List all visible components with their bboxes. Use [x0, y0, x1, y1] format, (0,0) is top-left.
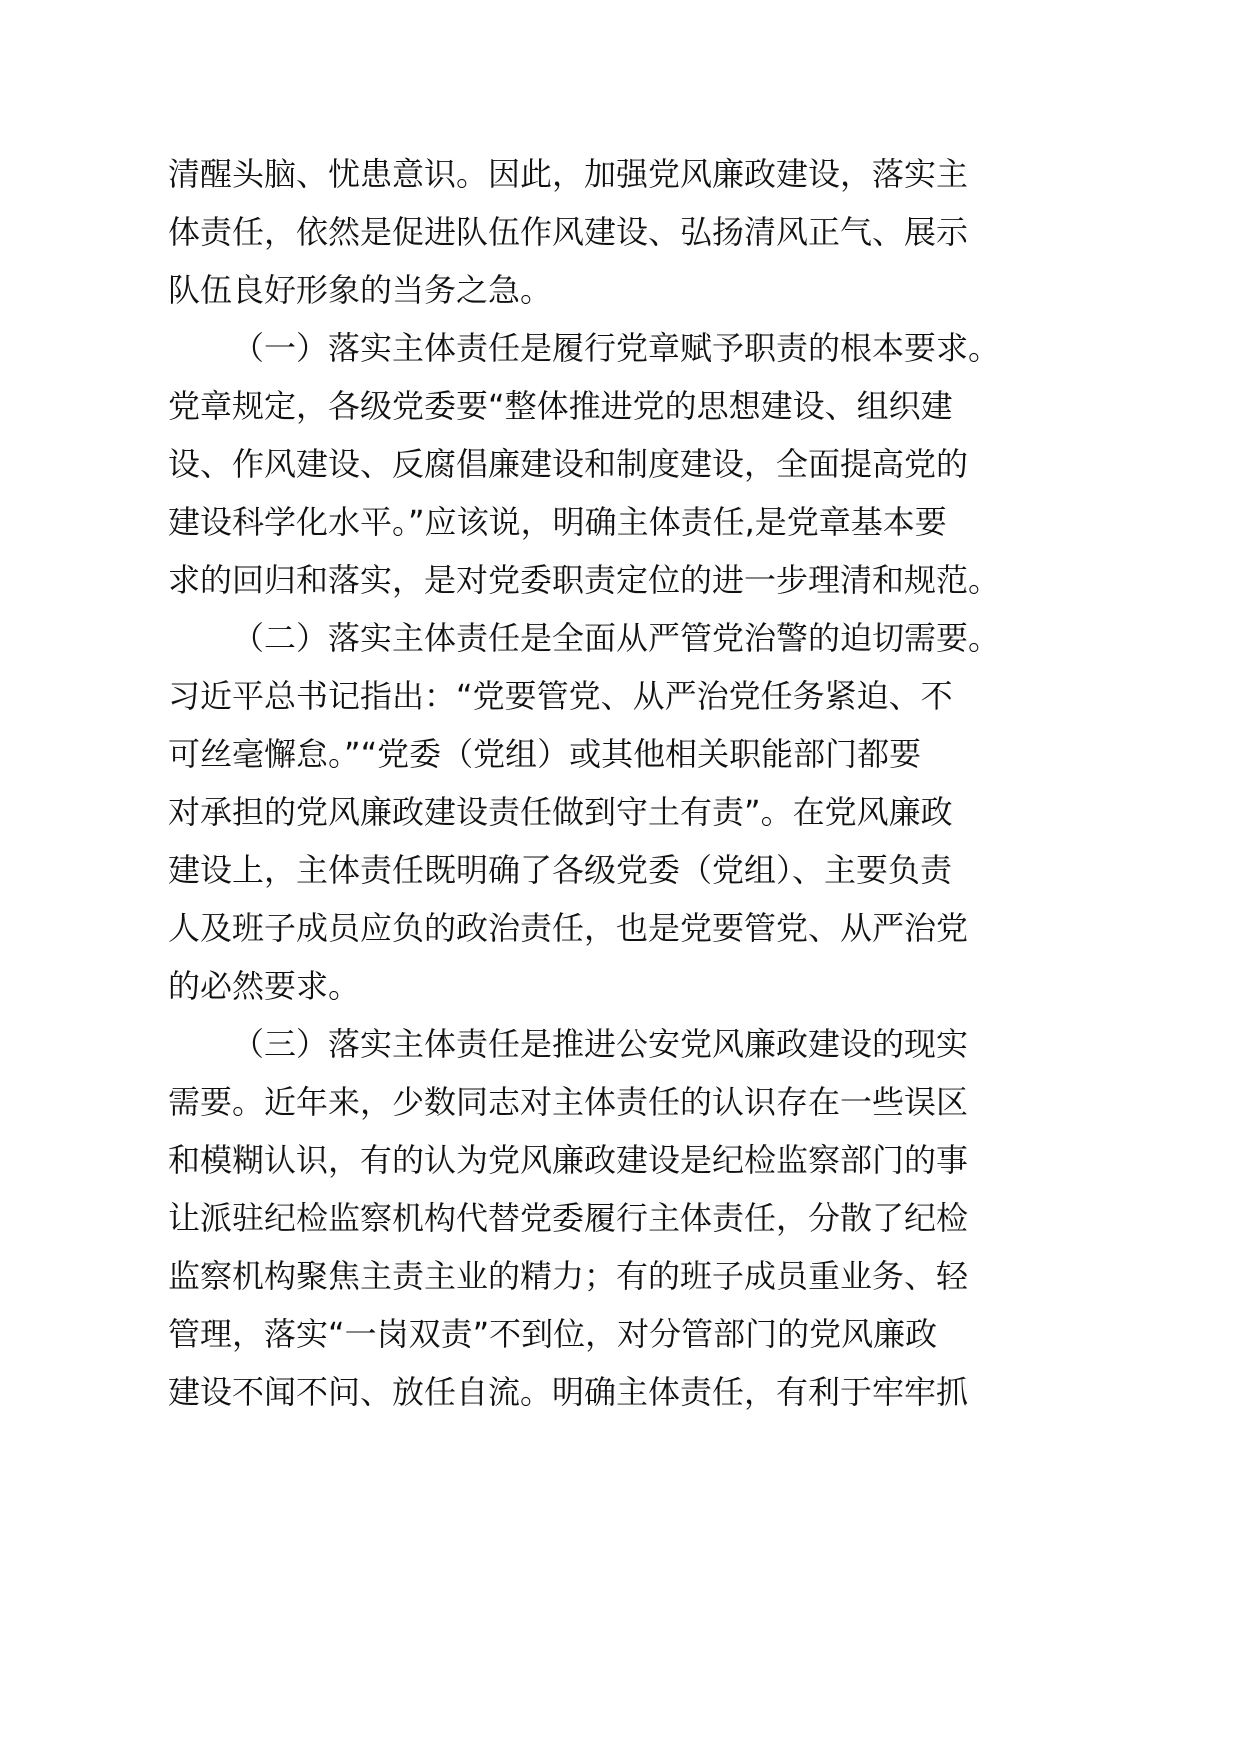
text-line: 设、作风建设、反腐倡廉建设和制度建设，全面提高党的 — [168, 445, 969, 483]
text-line: 体责任，依然是促进队伍作风建设、弘扬清风正气、展示 — [168, 213, 969, 251]
text-line: 对承担的党风廉政建设责任做到守土有责”。在党风廉政 — [168, 793, 953, 831]
text-line: 人及班子成员应负的政治责任，也是党要管党、从严治党 — [168, 909, 969, 947]
section-heading-1: （一）落实主体责任是履行党章赋予职责的根本要求。 — [232, 329, 1001, 367]
text-line: 清醒头脑、忧患意识。因此，加强党风廉政建设，落实主 — [168, 155, 969, 193]
section-heading-3: （三）落实主体责任是推进公安党风廉政建设的现实 — [232, 1025, 969, 1063]
text-line: 管理，落实“一岗双责”不到位，对分管部门的党风廉政 — [168, 1315, 938, 1353]
text-line: 建设不闻不问、放任自流。明确主体责任，有利于牢牢抓 — [168, 1373, 969, 1411]
text-line: 需要。近年来，少数同志对主体责任的认识存在一些误区 — [168, 1083, 969, 1121]
text-line: 建设上，主体责任既明确了各级党委（党组）、主要负责 — [168, 851, 953, 889]
text-line: 让派驻纪检监察机构代替党委履行主体责任，分散了纪检 — [168, 1199, 969, 1237]
text-line: 可丝毫懈怠。”“党委（党组）或其他相关职能部门都要 — [168, 735, 922, 773]
section-heading-2: （二）落实主体责任是全面从严管党治警的迫切需要。 — [232, 619, 1001, 657]
text-line: 监察机构聚焦主责主业的精力；有的班子成员重业务、轻 — [168, 1257, 969, 1295]
text-line: 党章规定，各级党委要“整体推进党的思想建设、组织建 — [168, 387, 953, 425]
text-line: 队伍良好形象的当务之急。 — [168, 271, 553, 309]
text-line: 求的回归和落实，是对党委职责定位的进一步理清和规范。 — [168, 561, 1001, 599]
text-line: 和模糊认识，有的认为党风廉政建设是纪检监察部门的事 — [168, 1141, 969, 1179]
text-line: 习近平总书记指出：“党要管党、从严治党任务紧迫、不 — [168, 677, 953, 715]
text-line: 建设科学化水平。”应该说，明确主体责任,是党章基本要 — [168, 503, 947, 541]
text-line: 的必然要求。 — [168, 967, 361, 1005]
